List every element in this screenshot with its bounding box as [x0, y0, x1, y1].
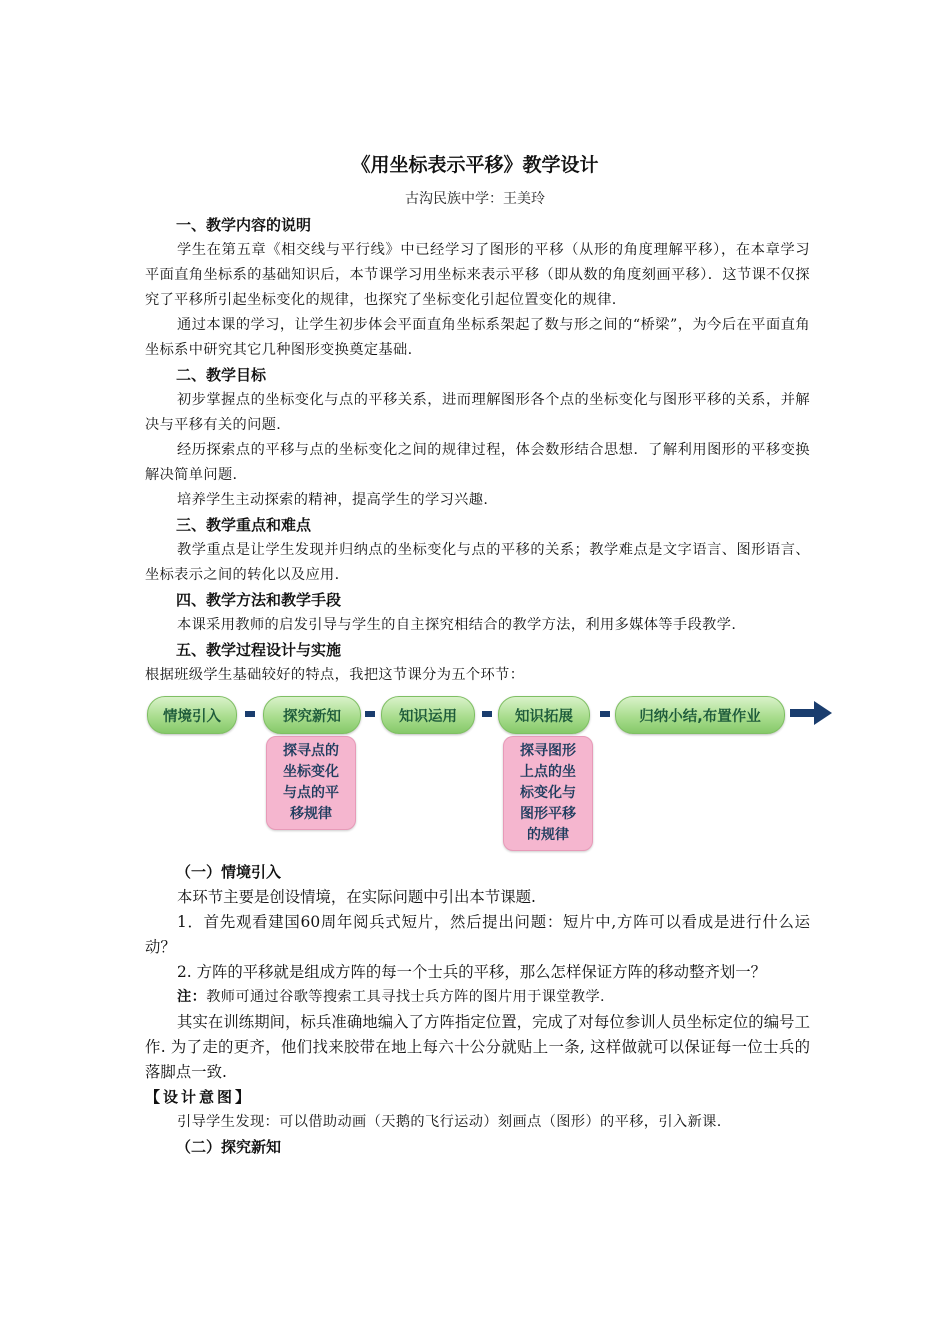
paragraph: 初步掌握点的坐标变化与点的平移关系，进而理解图形各个点的坐标变化与图形平移的关系，并解决与平移有关的问题. [145, 392, 810, 433]
section-heading-3: 三、教学重点和难点 [176, 516, 312, 534]
paragraph: 2. 方阵的平移就是组成方阵的每一个士兵的平移，那么怎样保证方阵的移动整齐划一？ [177, 963, 767, 981]
subsection-heading-1: （一）情境引入 [176, 863, 282, 881]
section-heading-1: 一、教学内容的说明 [176, 216, 312, 234]
flow-detail-box-1: 探寻点的 坐标变化 与点的平 移规律 [266, 736, 356, 830]
right-arrow-icon [790, 700, 832, 726]
flow-connector [245, 711, 255, 717]
paragraph: 本环节主要是创设情境，在实际问题中引出本节课题. [177, 888, 536, 906]
flow-step-3: 知识运用 [381, 696, 475, 734]
design-intent-heading: 【设计意图】 [145, 1088, 254, 1106]
note-text: 教师可通过谷歌等搜索工具寻找士兵方阵的图片用于课堂教学. [206, 989, 605, 1005]
section-heading-2: 二、教学目标 [176, 366, 267, 384]
flow-connector [482, 711, 492, 717]
flow-detail-box-2: 探寻图形 上点的坐 标变化与 图形平移 的规律 [503, 736, 593, 851]
paragraph: 培养学生主动探索的精神，提高学生的学习兴趣. [177, 492, 489, 508]
flow-step-1: 情境引入 [147, 696, 237, 734]
paragraph: 其实在训练期间，标兵准确地编入了方阵指定位置，完成了对每位参训人员坐标定位的编号工作. 为了走的更齐，他们找来胶带在地上每六十公分就贴上一条, 这样做就可以保证每一位士兵的落脚点一致. [145, 1013, 810, 1081]
paragraph: 学生在第五章《相交线与平行线》中已经学习了图形的平移（从形的角度理解平移），在本章学习平面直角坐标系的基础知识后，本节课学习用坐标来表示平移（即从数的角度刻画平移）．这节课不仅探究了平移所引起坐标变化的规律，也探究了坐标变化引起位置变化的规律. [145, 242, 810, 308]
subsection-heading-2: （二）探究新知 [176, 1138, 282, 1156]
process-flow-diagram [145, 694, 835, 854]
flow-step-5: 归纳小结,布置作业 [615, 696, 785, 734]
flow-connector [365, 711, 375, 717]
paragraph: 本课采用教师的启发引导与学生的自主探究相结合的教学方法，利用多媒体等手段教学. [177, 617, 737, 633]
flow-step-4: 知识拓展 [498, 696, 590, 734]
flow-connector [600, 711, 610, 717]
author-line: 古沟民族中学：王美玲 [405, 191, 545, 207]
section-heading-5: 五、教学过程设计与实施 [176, 641, 342, 659]
document-title: 《用坐标表示平移》教学设计 [351, 154, 599, 176]
paragraph: 经历探索点的平移与点的坐标变化之间的规律过程，体会数形结合思想．了解利用图形的平移变换解决简单问题. [145, 442, 810, 483]
note-paragraph [145, 985, 810, 1010]
section-heading-4: 四、教学方法和教学手段 [176, 591, 342, 609]
note-label: 注： [177, 989, 207, 1005]
paragraph: 1．首先观看建国60周年阅兵式短片，然后提出问题：短片中,方阵可以看成是进行什么运动？ [145, 913, 810, 956]
paragraph: 根据班级学生基础较好的特点，我把这节课分为五个环节： [145, 667, 525, 683]
document-body [145, 213, 810, 1160]
flow-step-2: 探究新知 [263, 696, 361, 734]
paragraph: 教学重点是让学生发现并归纳点的坐标变化与点的平移的关系；教学难点是文字语言、图形语言、坐标表示之间的转化以及应用. [145, 542, 810, 583]
paragraph: 引导学生发现：可以借助动画（天鹅的飞行运动）刻画点（图形）的平移，引入新课. [177, 1114, 722, 1130]
paragraph: 通过本课的学习，让学生初步体会平面直角坐标系架起了数与形之间的“桥梁”，为今后在平面直角坐标系中研究其它几种图形变换奠定基础. [145, 317, 810, 358]
